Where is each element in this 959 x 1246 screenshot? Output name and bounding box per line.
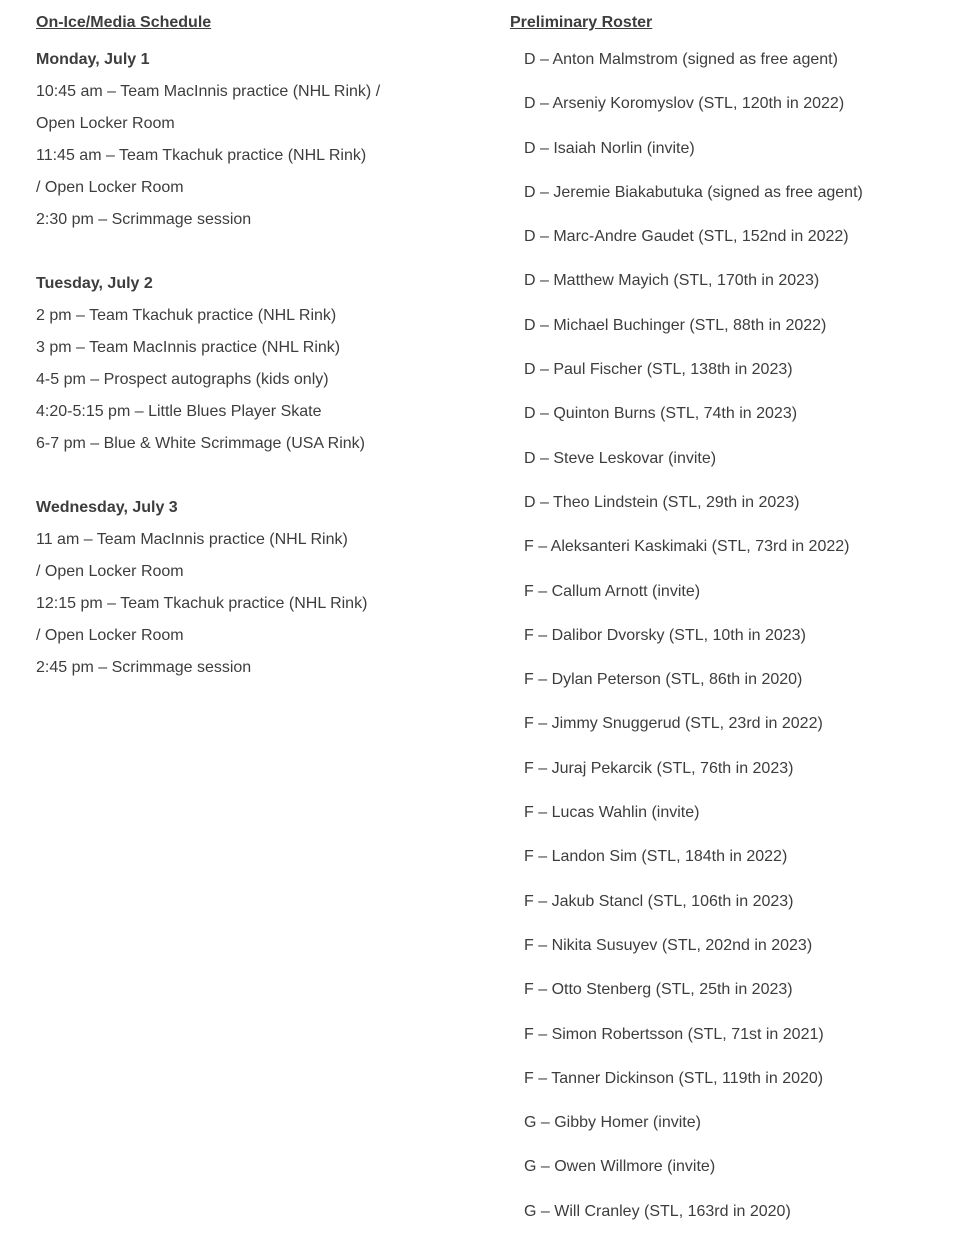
roster-item: D – Steve Leskovar (invite) (524, 449, 717, 467)
schedule-line: 2 pm – Team Tkachuk practice (NHL Rink) (36, 307, 337, 324)
roster-item: D – Jeremie Biakabutuka (signed as free agent) (524, 183, 863, 201)
schedule-line: 12:15 pm – Team Tkachuk practice (NHL Rink) (36, 595, 368, 612)
schedule-line: 2:45 pm – Scrimmage session (36, 659, 252, 676)
roster-item: F – Lucas Wahlin (invite) (524, 804, 700, 822)
day-schedule-lines (36, 76, 476, 236)
preliminary-roster-section (510, 12, 959, 1234)
roster-item: D – Paul Fischer (STL, 138th in 2023) (524, 361, 793, 379)
schedule-line: 3 pm – Team MacInnis practice (NHL Rink) (36, 339, 341, 356)
schedule-line: 6-7 pm – Blue & White Scrimmage (USA Rink) (36, 435, 365, 452)
schedule-line: 11 am – Team MacInnis practice (NHL Rink) (36, 531, 348, 548)
roster-item: D – Isaiah Norlin (invite) (524, 139, 695, 157)
day-heading: Wednesday, July 3 (36, 499, 178, 516)
roster-item: F – Jakub Stancl (STL, 106th in 2023) (524, 892, 794, 910)
roster-item: F – Otto Stenberg (STL, 25th in 2023) (524, 981, 793, 999)
day-heading: Tuesday, July 2 (36, 275, 153, 292)
schedule-day-tuesday (36, 268, 476, 460)
roster-item: G – Will Cranley (STL, 163rd in 2020) (524, 1202, 791, 1220)
roster-item: F – Callum Arnott (invite) (524, 582, 701, 600)
schedule-line: 4:20-5:15 pm – Little Blues Player Skate (36, 403, 322, 420)
roster-item: D – Marc-Andre Gaudet (STL, 152nd in 2022) (524, 228, 849, 246)
schedule-line: 11:45 am – Team Tkachuk practice (NHL Rink) (36, 147, 367, 164)
schedule-section-title: On-Ice/Media Schedule (36, 14, 212, 31)
roster-item: D – Quinton Burns (STL, 74th in 2023) (524, 405, 798, 423)
roster-item: D – Matthew Mayich (STL, 170th in 2023) (524, 272, 820, 290)
schedule-line: 2:30 pm – Scrimmage session (36, 211, 252, 228)
schedule-line: / Open Locker Room (36, 563, 184, 580)
roster-list (510, 38, 959, 1234)
roster-item: D – Michael Buchinger (STL, 88th in 2022) (524, 316, 827, 334)
schedule-line: 4-5 pm – Prospect autographs (kids only) (36, 371, 329, 388)
day-schedule-lines (36, 300, 476, 460)
roster-item: G – Gibby Homer (invite) (524, 1114, 701, 1132)
roster-item: F – Tanner Dickinson (STL, 119th in 2020) (524, 1069, 824, 1087)
schedule-line: 10:45 am – Team MacInnis practice (NHL Rink) / (36, 83, 381, 100)
roster-item: F – Simon Robertsson (STL, 71st in 2021) (524, 1025, 824, 1043)
schedule-day-monday (36, 44, 476, 236)
roster-item: D – Arseniy Koromyslov (STL, 120th in 2022) (524, 95, 845, 113)
roster-item: F – Dylan Peterson (STL, 86th in 2020) (524, 671, 803, 689)
roster-section-title: Preliminary Roster (510, 14, 653, 31)
schedule-line: / Open Locker Room (36, 179, 184, 196)
roster-item: D – Anton Malmstrom (signed as free agent) (524, 51, 838, 68)
schedule-line: / Open Locker Room (36, 627, 184, 644)
roster-item: F – Dalibor Dvorsky (STL, 10th in 2023) (524, 626, 806, 644)
roster-item: F – Aleksanteri Kaskimaki (STL, 73rd in 2022) (524, 538, 850, 556)
roster-item: G – Owen Willmore (invite) (524, 1158, 716, 1176)
roster-item: F – Nikita Susuyev (STL, 202nd in 2023) (524, 936, 813, 954)
day-schedule-lines (36, 524, 476, 684)
roster-item: F – Juraj Pekarcik (STL, 76th in 2023) (524, 759, 794, 777)
on-ice-media-schedule-section (36, 12, 476, 684)
day-heading: Monday, July 1 (36, 51, 150, 68)
roster-item: F – Jimmy Snuggerud (STL, 23rd in 2022) (524, 715, 823, 733)
schedule-day-wednesday (36, 492, 476, 684)
schedule-line: Open Locker Room (36, 115, 175, 132)
roster-item: F – Landon Sim (STL, 184th in 2022) (524, 848, 788, 866)
roster-item: D – Theo Lindstein (STL, 29th in 2023) (524, 493, 800, 511)
